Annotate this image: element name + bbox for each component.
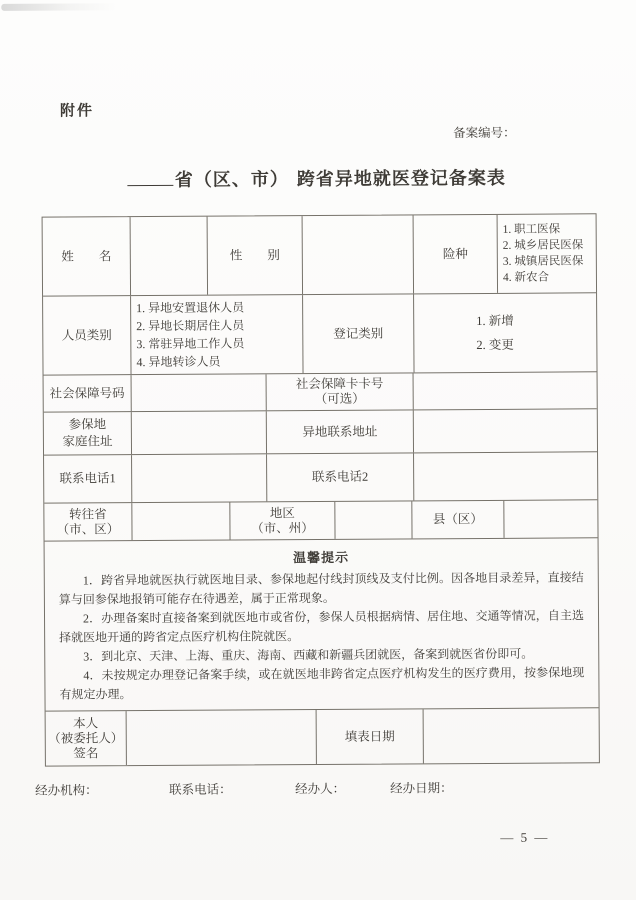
county-input-cell[interactable] (503, 500, 597, 538)
page-number: — 5 — (500, 829, 550, 845)
phone2-label: 联系电话2 (266, 453, 413, 501)
signature-input-cell[interactable] (126, 710, 316, 765)
insurance-type-label: 险种 (413, 215, 497, 294)
table-row (46, 707, 599, 765)
title-prefix: 省（区、市） (174, 169, 289, 190)
tip-paragraph: 1．跨省异地就医执行就医地目录、参保地起付线封顶线及支付比例。因各地目录差异，直接结算与回参保地报销可能存在待遇差，属于正常现象。 (58, 570, 584, 607)
table-row (44, 408, 597, 454)
insurance-type-options (497, 214, 596, 293)
remote-address-input-cell[interactable] (413, 409, 597, 452)
phone1-label: 联系电话1 (59, 471, 116, 486)
registration-form-table (42, 213, 600, 766)
table-row (43, 214, 596, 295)
person-category-options (130, 295, 302, 374)
phone2-input-cell[interactable] (413, 452, 597, 500)
form-title (0, 163, 634, 193)
gender-input-cell[interactable] (302, 215, 413, 294)
ssn-label: 社会保障号码 (49, 385, 125, 401)
scan-smudge (1, 3, 116, 11)
tip-paragraph: 3．到北京、天津、上海、重庆、海南、西藏和新疆兵团就医，备案到就医省份即可。 (83, 646, 534, 664)
title-main: 跨省异地就医登记备案表 (296, 167, 506, 190)
fill-date-input-cell[interactable] (423, 708, 599, 763)
gender-label: 性 别 (207, 216, 302, 295)
person-category-option: 1. 异地安置退休人员 (136, 300, 245, 316)
attachment-label: 附件 (59, 103, 94, 120)
label-line: （被委托人） (48, 730, 124, 746)
tips-block (45, 538, 599, 710)
fill-date-label: 填表日期 (316, 709, 423, 764)
ssn-input-cell[interactable] (131, 374, 266, 411)
register-category-label: 登记类别 (302, 294, 413, 373)
person-category-option: 3. 常驻异地工作人员 (136, 336, 245, 352)
label-line: 家庭住址 (62, 434, 113, 449)
register-category-option: 1. 新增 (476, 313, 514, 329)
processing-date-label: 经办日期： (390, 781, 453, 796)
destination-province-label (44, 503, 131, 541)
label-line: （市、州） (251, 520, 314, 535)
card-number-label (266, 373, 413, 410)
destination-province-input-cell[interactable] (131, 503, 229, 541)
signature-label (46, 711, 126, 765)
table-row (44, 451, 597, 502)
register-category-option: 2. 变更 (476, 337, 514, 353)
name-input-cell[interactable] (130, 217, 207, 295)
register-category-options (413, 293, 596, 372)
county-label: 县（区） (411, 501, 503, 539)
tips-title: 温馨提示 (293, 549, 350, 566)
table-row (44, 371, 597, 411)
label-line: 转往省 (69, 506, 107, 522)
operator-label: 经办人： (295, 781, 346, 797)
record-number-label: 备案编号： (453, 125, 516, 141)
label-line: 本人 (73, 715, 99, 731)
name-label: 姓 名 (61, 248, 112, 264)
insurance-option: 2. 城乡居民医保 (502, 239, 584, 252)
insurance-option: 3. 城镇居民医保 (502, 255, 584, 268)
agency-label: 经办机构： (35, 783, 98, 798)
label-line: 社会保障卡卡号 (295, 376, 384, 392)
region-label (229, 502, 334, 540)
remote-address-label: 异地联系地址 (266, 410, 413, 453)
label-line: 参保地 (68, 417, 107, 432)
person-category-label: 人员类别 (61, 327, 112, 343)
label-line: （市、区） (56, 521, 120, 537)
tip-paragraph: 2．办理备案时直接备案到就医地市或省份，参保人员根据病情、居住地、交通等情况，自主选择就医地开通的跨省定点医疗机构住院就医。 (59, 608, 585, 645)
phone1-input-cell[interactable] (131, 454, 266, 502)
insurance-option: 4. 新农合 (502, 271, 549, 284)
tips-paragraphs (59, 568, 585, 704)
home-address-input-cell[interactable] (131, 411, 266, 454)
label-line: （可选） (314, 391, 365, 407)
table-row (44, 499, 597, 540)
region-input-cell[interactable] (334, 501, 411, 538)
insurance-option: 1. 职工医保 (502, 223, 561, 236)
label-line: 签名 (73, 745, 99, 761)
card-number-input-cell[interactable] (413, 372, 597, 409)
tip-paragraph: 4．未按规定办理登记备案手续，或在就医地非跨省定点医疗机构发生的医疗费用，按参保地现有规定办理。 (59, 665, 585, 702)
person-category-option: 2. 异地长期居住人员 (136, 318, 245, 334)
table-row (45, 537, 599, 710)
home-address-label (44, 412, 131, 455)
agency-phone-label: 联系电话： (169, 782, 232, 797)
person-category-option: 4. 异地转诊人员 (136, 354, 221, 370)
title-blank-underline (127, 172, 173, 186)
table-row (43, 292, 596, 374)
label-line: 地区 (269, 505, 295, 520)
